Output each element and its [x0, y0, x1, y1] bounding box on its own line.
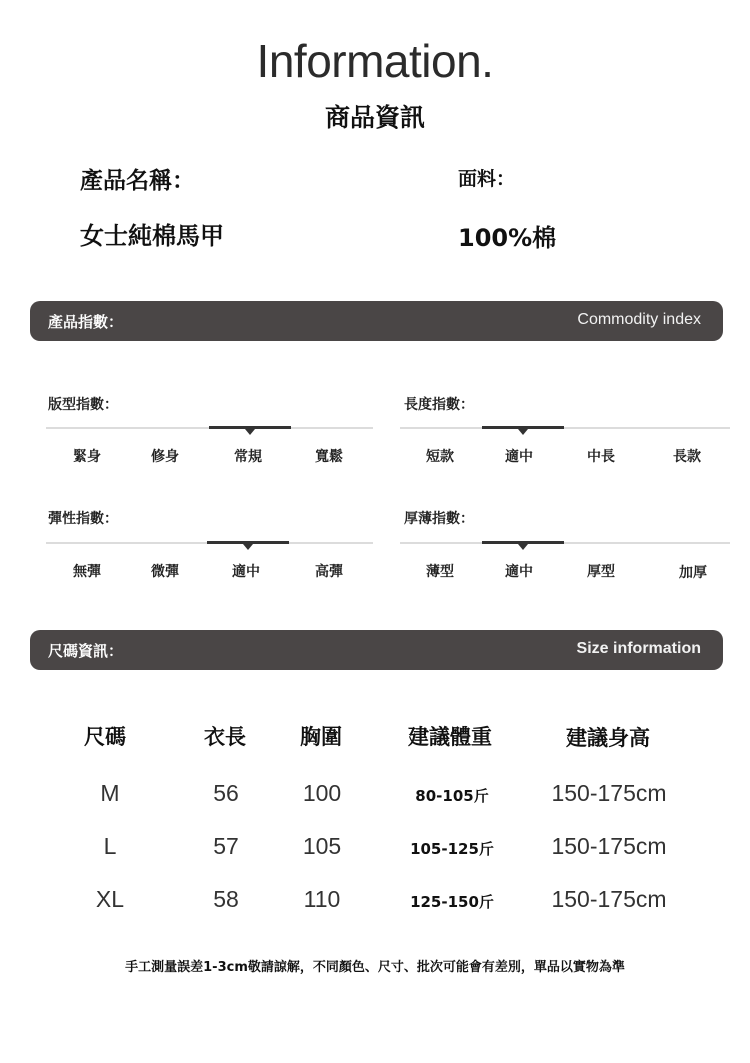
length-option: 中長 [587, 449, 615, 465]
table-cell: 105 [302, 833, 342, 859]
table-cell: 56 [213, 780, 239, 806]
table-cell: 80-105斤 [415, 787, 489, 805]
product-name-value: 女士純棉馬甲 [80, 222, 224, 250]
elasticity-option: 高彈 [315, 564, 343, 580]
elasticity-option: 無彈 [73, 564, 101, 580]
size-information-bar [30, 630, 723, 670]
table-cell: 150-175cm [551, 886, 667, 912]
table-cell: 110 [303, 886, 341, 912]
table-cell: 58 [213, 886, 239, 912]
thickness-option-selected: 適中 [505, 564, 533, 580]
elasticity-option-selected: 適中 [232, 564, 260, 580]
elasticity-index-marker-icon [243, 544, 253, 550]
length-index-marker-icon [518, 429, 528, 435]
table-cell: XL [95, 886, 125, 912]
size-information-label-en: Size information [576, 640, 701, 657]
elasticity-option: 微彈 [151, 564, 179, 580]
table-header: 建議身高 [566, 726, 650, 750]
fit-option-selected: 常規 [234, 449, 262, 465]
table-header: 建議體重 [408, 725, 492, 749]
table-cell: 125-150斤 [410, 893, 494, 911]
thickness-index-marker-icon [518, 544, 528, 550]
table-cell: M [100, 780, 120, 806]
table-header: 衣長 [204, 725, 246, 749]
thickness-index-scale [400, 542, 730, 544]
page-title: Information. [256, 35, 494, 87]
elasticity-index-label: 彈性指數： [48, 511, 118, 527]
fabric-value: 100%棉 [458, 224, 557, 252]
table-cell: 150-175cm [551, 833, 667, 859]
table-cell: 105-125斤 [410, 840, 494, 858]
fit-index-label: 版型指數： [48, 397, 118, 413]
thickness-option: 薄型 [426, 564, 454, 580]
product-name-label: 產品名稱： [80, 168, 195, 194]
length-option-selected: 適中 [505, 449, 533, 465]
thickness-option: 厚型 [587, 564, 615, 580]
fit-option: 修身 [151, 449, 179, 465]
table-cell: 57 [213, 833, 239, 859]
length-index-label: 長度指數： [404, 397, 474, 413]
length-option: 短款 [426, 449, 454, 465]
size-information-label: 尺碼資訊： [48, 642, 124, 660]
thickness-index-label: 厚薄指數： [404, 511, 474, 527]
thickness-option: 加厚 [679, 565, 707, 581]
commodity-index-bar [30, 301, 723, 341]
table-cell: 150-175cm [551, 780, 667, 806]
length-index-scale [400, 427, 730, 429]
fit-option: 寬鬆 [315, 449, 343, 465]
table-header: 胸圍 [300, 725, 342, 749]
table-cell: L [103, 833, 117, 859]
fabric-label: 面料： [458, 168, 516, 190]
measurement-note: 手工測量誤差1-3cm敬請諒解，不同顏色、尺寸、批次可能會有差別，單品以實物為準 [125, 960, 625, 975]
length-option: 長款 [673, 449, 701, 465]
table-header: 尺碼 [84, 725, 126, 749]
commodity-index-label-en: Commodity index [577, 311, 701, 328]
fit-index-marker-icon [245, 429, 255, 435]
fit-option: 緊身 [73, 449, 101, 465]
page-subtitle: 商品資訊 [324, 103, 425, 132]
table-cell: 100 [302, 780, 342, 806]
commodity-index-label: 產品指數： [48, 313, 124, 331]
